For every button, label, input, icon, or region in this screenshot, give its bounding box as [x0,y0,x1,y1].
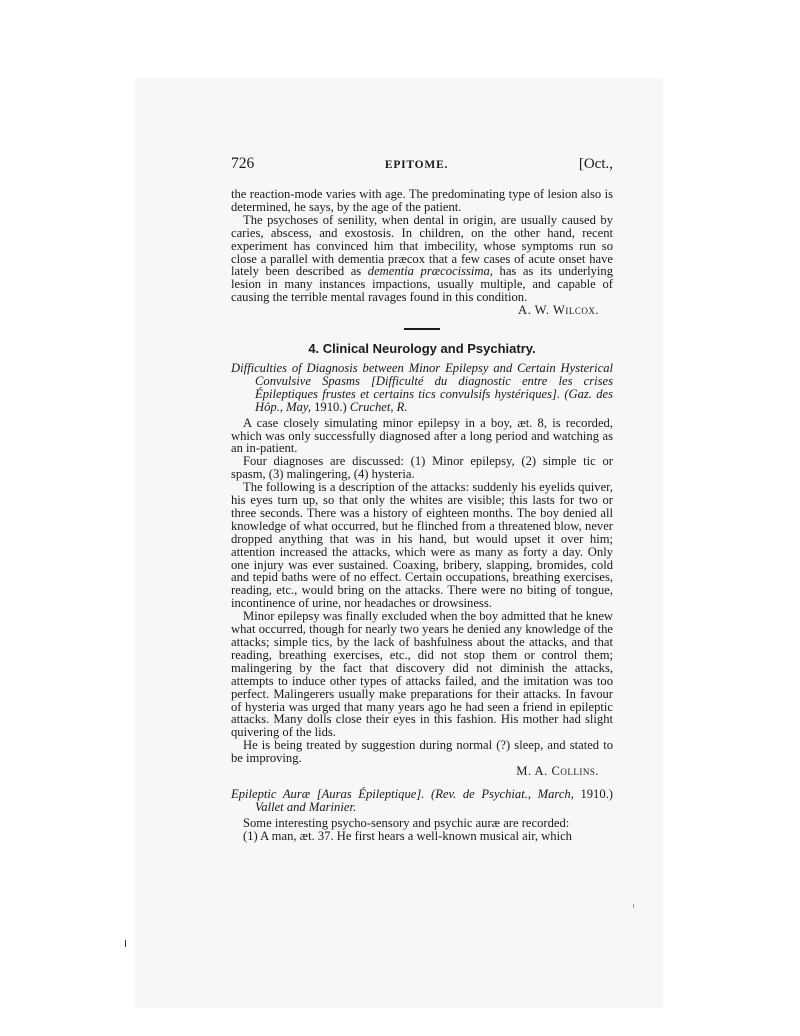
paragraph: Some interesting psycho-sensory and psychic auræ are recorded: [243,815,570,830]
paragraph: Four diagnoses are discussed: (1) Minor epilepsy, (2) simple tic or spasm, (3) malingering, (4) hysteria. [231,454,613,482]
running-date: [Oct., [578,156,613,172]
citation-title: Difficulties of Diagnosis between Minor Epilepsy and Certain Hysterical Convulsive Spasms [Difficulté du diagnostic entre les crises Épileptiques frustes et certains tics convulsifs hystériques]. [231,360,613,401]
citation-authors: Cruchet, R. [349,399,408,414]
page-content [231,155,613,843]
paragraph: The following is a description of the attacks: suddenly his eyelids quiver, his eyes turn up, so that only the whites are visible; this lasts for two or three seconds. There was a history of eighteen months. The boy denied all knowledge of what occurred, but he flinched from a threatened blow, never dropped anything that was in his hand, but would upset it over him; attention increased the attacks, which were as many as forty a day. Only one injury was ever sustained. Coaxing, bribery, slapping, bromides, cold and tepid baths were of no effect. Certain occupations, breathing exercises, reading, etc., would bring on the attacks. There were no biting of tongue, incontinence of urine, nor headaches or drowsiness. [231,480,613,611]
paragraph-text: The psychoses of senility, when dental in origin, are usually caused by caries, abscess, and exostosis. In children, on the other hand, recent experiment has convinced him that imbecility, whose symptoms run so close a parallel with dementia præcox that a few cases of acute onset have lately been described as [231,212,613,279]
emphasis-term: dementia præcocissima, [367,264,493,279]
section-heading: 4. Clinical Neurology and Psychiatry. [308,341,536,357]
scan-artifact-dot [633,904,634,908]
citation-source: (Rev. de Psychiat., March, [431,786,574,801]
paragraph: (1) A man, æt. 37. He first hears a well-known musical air, which [243,828,572,843]
article-citation [231,362,613,414]
paragraph: Minor epilepsy was finally excluded when the boy admitted that he knew what occurred, though for nearly two years he denied any knowledge of the attacks; simple tics, by the lack of bashfulness about the attacks, and that reading, breathing exercises, etc., did not stop them or control them; malingering by the fact that discovery did not diminish the attacks, attempts to induce other types of attacks failed, and the imitation was too perfect. Malingerers usually make preparations for their attacks. In favour of hysteria was urged that many years ago he had seen a friend in epileptic attacks. Many dolls close their eyes in this fashion. His mother had slight quivering of the lids. [231,609,613,740]
citation-year: 1910.) [314,399,347,414]
scan-artifact-mark [125,940,126,947]
article-citation [231,788,613,814]
paragraph: He is being treated by suggestion during normal (?) sleep, and stated to be improving. [231,738,613,766]
citation-year: 1910.) [580,786,613,801]
paragraph: A case closely simulating minor epilepsy in a boy, æt. 8, is recorded, which was only successfully diagnosed after a long period and watching as an in-patient. [231,415,613,456]
citation-authors: Vallet and Marinier. [255,799,357,814]
section-divider [404,328,440,330]
citation-source: (Gaz. des Hôp., May, [255,386,613,414]
author-signature: A. W. Wilcox. [518,303,599,318]
running-title: EPITOME. [384,159,449,171]
running-head [231,155,613,188]
paragraph [231,214,613,304]
page-number: 726 [231,155,255,172]
paragraph-text: has as its underlying lesion in many instances impactions, usually multiple, and capable of causing the terrible mental ravages found in this condition. [231,264,613,305]
citation-title: Epileptic Auræ [Auras Épileptique]. [231,786,425,801]
author-signature: M. A. Collins. [516,764,599,779]
paragraph: the reaction-mode varies with age. The predominating type of lesion also is determined, he says, by the age of the patient. [231,187,613,214]
